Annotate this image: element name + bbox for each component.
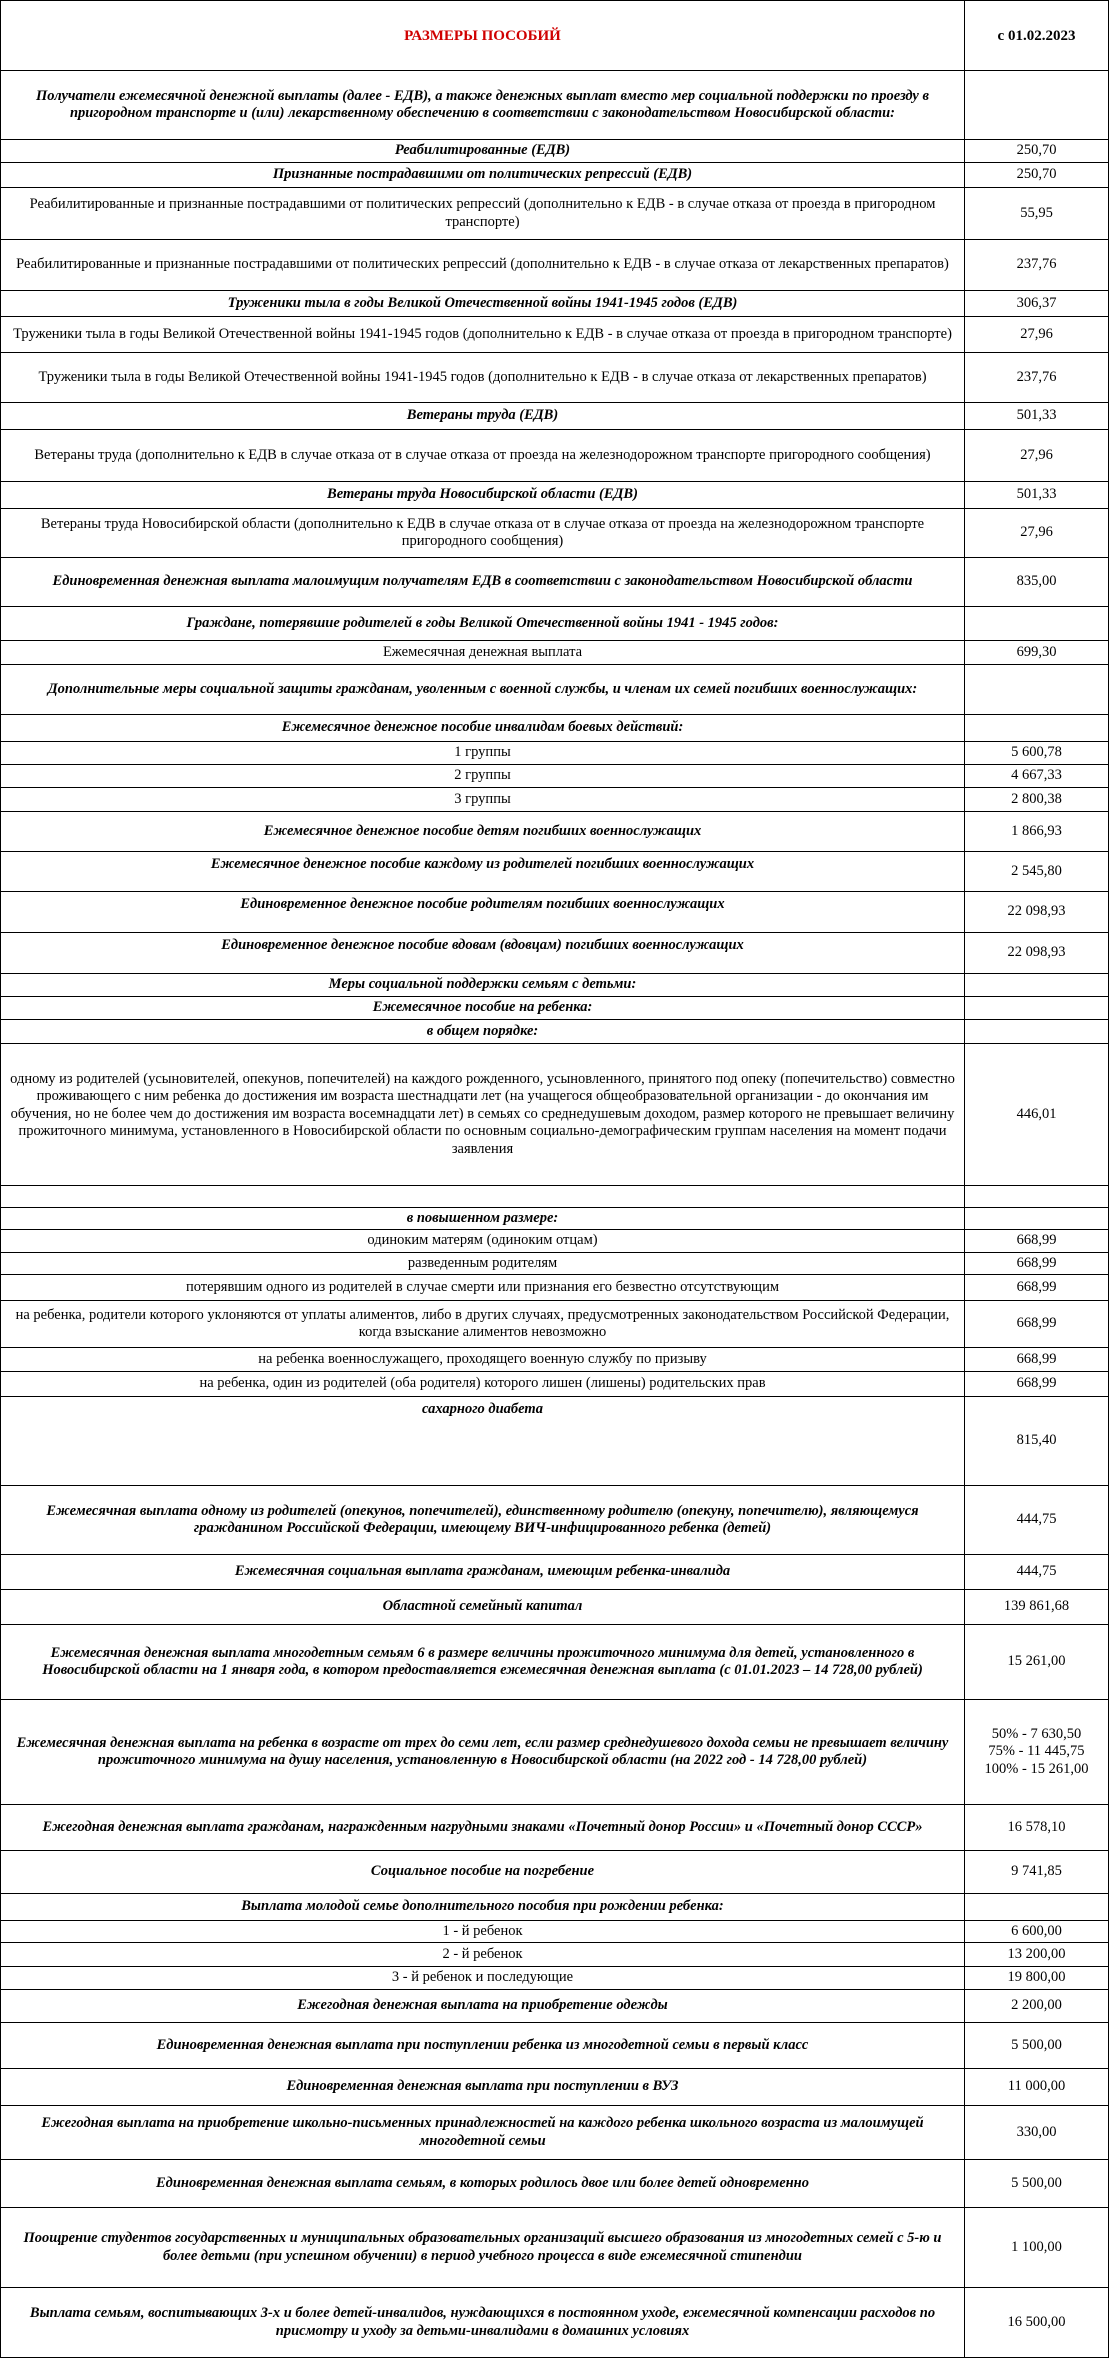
table-row xyxy=(0,997,1109,1020)
row-value: 668,99 xyxy=(964,1275,1108,1300)
table-title: РАЗМЕРЫ ПОСОБИЙ xyxy=(404,27,561,44)
table-row xyxy=(0,974,1109,997)
table-row xyxy=(0,2288,1109,2358)
row-value: 15 261,00 xyxy=(964,1625,1108,1699)
table-row xyxy=(0,509,1109,558)
table-row xyxy=(0,353,1109,403)
table-row xyxy=(0,1590,1109,1625)
row-value: 139 861,68 xyxy=(964,1590,1108,1624)
row-label: Социальное пособие на погребение xyxy=(370,1863,595,1880)
table-row xyxy=(0,1894,1109,1921)
row-label: Труженики тыла в годы Великой Отечественной войны 1941-1945 годов (дополнительно к ЕДВ - в случае отказа от проезда в пригородном транспорте) xyxy=(13,325,952,342)
row-value xyxy=(964,1186,1108,1207)
table-row xyxy=(0,1990,1109,2023)
row-label: Ежемесячное пособие на ребенка: xyxy=(372,999,593,1016)
row-value xyxy=(964,715,1108,741)
table-row xyxy=(0,291,1109,317)
row-value: 237,76 xyxy=(964,353,1108,402)
row-value: 1 100,00 xyxy=(964,2208,1108,2287)
row-value: 2 800,38 xyxy=(964,788,1108,811)
row-label: Ежемесячная социальная выплата гражданам, имеющим ребенка-инвалида xyxy=(234,1563,731,1580)
table-row xyxy=(0,715,1109,742)
row-label: на ребенка военнослужащего, проходящего военную службу по призыву xyxy=(258,1350,707,1367)
row-label: в общем порядке: xyxy=(426,1022,539,1039)
table-row xyxy=(0,1921,1109,1943)
table-row xyxy=(0,1186,1109,1208)
row-label: Областной семейный капитал xyxy=(382,1598,583,1615)
row-label: 3 - й ребенок и последующие xyxy=(391,1969,574,1986)
row-value: 668,99 xyxy=(964,1230,1108,1252)
row-value: 237,76 xyxy=(964,240,1108,290)
row-label: Ежегодная денежная выплата гражданам, награжденным нагрудными знаками «Почетный донор России» и «Почетный донор СССР» xyxy=(42,1818,923,1835)
row-value: 699,30 xyxy=(964,641,1108,664)
table-row xyxy=(0,71,1109,140)
table-row xyxy=(0,1851,1109,1894)
row-label: Ежемесячная денежная выплата многодетным семьям 6 в размере величины прожиточного минимума для детей, установленного в Новосибирской области на 1 января года, в котором предоставляется ежемесячная денежная выплата (с 01.01.2023 – 14 728,00 рублей) xyxy=(42,1644,923,1678)
row-label: Единовременное денежное пособие родителям погибших военнослужащих xyxy=(240,896,725,912)
table-row xyxy=(0,1555,1109,1590)
table-row xyxy=(0,2160,1109,2208)
row-value xyxy=(964,607,1108,640)
row-value: 13 200,00 xyxy=(964,1943,1108,1966)
row-value: 5 600,78 xyxy=(964,742,1108,764)
table-header-row xyxy=(0,0,1109,71)
table-row xyxy=(0,1301,1109,1348)
row-value: 444,75 xyxy=(964,1555,1108,1589)
row-label: Ежемесячное денежное пособие каждому из родителей погибших военнослужащих xyxy=(210,856,755,872)
table-row xyxy=(0,1967,1109,1990)
table-row xyxy=(0,1253,1109,1275)
row-label: Ежемесячная выплата одному из родителей (опекунов, попечителей), единственному родителю (опекуну, попечителю), являющемуся гражданином Российской Федерации, имеющему ВИЧ-инфицированного ребенка (детей) xyxy=(46,1502,919,1536)
row-value: 250,70 xyxy=(964,140,1108,162)
row-label: одному из родителей (усыновителей, опекунов, попечителей) на каждого рожденного, усыновленного, принятого под опеку (попечительство) совместно проживающего с ним ребенка до достижения им возраста шестнадцати лет (на учащегося общеобразовательной организации - до окончания им обучения, но не более чем до достижения им возраста восемнадцати лет) в семьях со среднедушевым доходом, размер которого не превышает величину прожиточного минимума, установленного в Новосибирской области по основным социально-демографическим группам населения на момент подачи заявления xyxy=(10,1071,955,1157)
row-label xyxy=(1,1186,964,1207)
row-label: Реабилитированные (ЕДВ) xyxy=(394,142,571,159)
row-value xyxy=(964,1208,1108,1229)
table-row xyxy=(0,933,1109,974)
row-value: 446,01 xyxy=(964,1044,1108,1185)
row-label: Единовременная денежная выплата малоимущим получателям ЕДВ в соответствии с законодательством Новосибирской области xyxy=(52,573,913,590)
row-label: в повышенном размере: xyxy=(406,1209,559,1226)
row-value: 330,00 xyxy=(964,2106,1108,2159)
row-label: Ежемесячное денежное пособие детям погибших военнослужащих xyxy=(263,822,702,839)
row-value: 250,70 xyxy=(964,163,1108,187)
row-value: 5 500,00 xyxy=(964,2023,1108,2068)
row-label: Граждане, потерявшие родителей в годы Великой Отечественной войны 1941 - 1945 годов: xyxy=(186,614,779,631)
row-value: 5 500,00 xyxy=(964,2160,1108,2207)
table-row xyxy=(0,403,1109,430)
row-label: Признанные пострадавшими от политических репрессий (ЕДВ) xyxy=(272,166,693,183)
row-label: 2 группы xyxy=(454,767,511,784)
table-row xyxy=(0,892,1109,933)
table-row xyxy=(0,1805,1109,1851)
table-row xyxy=(0,812,1109,852)
row-label: Единовременная денежная выплата семьям, в которых родилось двое или более детей одновременно xyxy=(156,2174,809,2191)
row-value xyxy=(964,1020,1108,1043)
row-label: Ветераны труда (ЕДВ) xyxy=(406,407,559,424)
row-label: 2 - й ребенок xyxy=(442,1945,523,1962)
table-row xyxy=(0,240,1109,291)
row-value: 835,00 xyxy=(964,558,1108,606)
row-label: Ежемесячная денежная выплата xyxy=(382,643,583,660)
row-label: Поощрение студентов государственных и муниципальных образовательных организаций высшего образования из многодетных семей с 5-ю и более детьми (при успешном обучении) в период учебного процесса в виде ежемесячной стипендии xyxy=(23,2230,942,2264)
row-value: 16 578,10 xyxy=(964,1805,1108,1850)
row-label: Труженики тыла в годы Великой Отечественной войны 1941-1945 годов (дополнительно к ЕДВ - в случае отказа от лекарственных препаратов) xyxy=(38,368,927,385)
table-row xyxy=(0,558,1109,607)
table-row xyxy=(0,607,1109,641)
row-label: на ребенка, родители которого уклоняются от уплаты алиментов, либо в других случаях, предусмотренных законодательством Российской Федерации, когда взыскание алиментов невозможно xyxy=(15,1306,950,1340)
row-value: 668,99 xyxy=(964,1253,1108,1274)
row-value: 815,40 xyxy=(964,1397,1108,1485)
table-row xyxy=(0,1397,1109,1486)
row-value xyxy=(964,665,1108,714)
table-row xyxy=(0,1230,1109,1253)
table-row xyxy=(0,641,1109,665)
row-label: Меры социальной поддержки семьям с детьми: xyxy=(328,976,637,993)
table-row xyxy=(0,1275,1109,1301)
table-row xyxy=(0,1943,1109,1967)
row-value xyxy=(964,1894,1108,1920)
row-label: на ребенка, один из родителей (оба родителя) которого лишен (лишены) родительских прав xyxy=(199,1375,766,1392)
row-value: 306,37 xyxy=(964,291,1108,316)
row-value: 22 098,93 xyxy=(964,933,1108,973)
table-row xyxy=(0,788,1109,812)
table-row xyxy=(0,2106,1109,2160)
table-row xyxy=(0,482,1109,509)
row-value xyxy=(964,974,1108,996)
row-value: 501,33 xyxy=(964,482,1108,508)
row-value: 19 800,00 xyxy=(964,1967,1108,1989)
table-row xyxy=(0,1486,1109,1555)
table-row xyxy=(0,1044,1109,1186)
table-row xyxy=(0,1625,1109,1700)
row-label: Труженики тыла в годы Великой Отечественной войны 1941-1945 годов (ЕДВ) xyxy=(227,294,738,311)
row-value: 55,95 xyxy=(964,188,1108,239)
row-label: Выплата семьям, воспитывающих 3-х и более детей-инвалидов, нуждающихся в постоянном уходе, ежемесячной компенсации расходов по присмотру и уходу за детьми-инвалидами в домашних условиях xyxy=(29,2305,936,2339)
row-label: Выплата молодой семье дополнительного пособия при рождении ребенка: xyxy=(241,1898,724,1915)
table-row xyxy=(0,430,1109,482)
row-value: 27,96 xyxy=(964,509,1108,557)
row-value xyxy=(964,997,1108,1019)
table-row xyxy=(0,1348,1109,1372)
row-value: 2 545,80 xyxy=(964,852,1108,891)
row-label: Ежемесячное денежное пособие инвалидам боевых действий: xyxy=(281,719,684,736)
row-value: 11 000,00 xyxy=(964,2069,1108,2105)
row-label: Ветераны труда Новосибирской области (дополнительно к ЕДВ в случае отказа от в случае отказа от проезда на железнодорожном транспорте пригородного сообщения) xyxy=(40,515,925,549)
row-label: Дополнительные меры социальной защиты гражданам, уволенным с военной службы, и членам их семей погибших военнослужащих: xyxy=(47,680,918,697)
row-label: Ежегодная выплата на приобретение школьно-письменных принадлежностей на каждого ребенка школьного возраста из малоимущей многодетной семьи xyxy=(41,2115,924,2149)
row-value: 668,99 xyxy=(964,1301,1108,1347)
row-value: 27,96 xyxy=(964,317,1108,352)
row-value: 6 600,00 xyxy=(964,1921,1108,1942)
row-label: потерявшим одного из родителей в случае смерти или признания его безвестно отсутствующим xyxy=(185,1278,780,1295)
table-row xyxy=(0,742,1109,765)
row-value: 668,99 xyxy=(964,1372,1108,1396)
row-label: Реабилитированные и признанные пострадавшими от политических репрессий (дополнительно к ЕДВ - в случае отказа от проезда в пригородном транспорте) xyxy=(29,196,936,230)
row-label: Единовременное денежное пособие вдовам (вдовцам) погибших военнослужащих xyxy=(221,937,744,953)
row-value: 16 500,00 xyxy=(964,2288,1108,2357)
table-row xyxy=(0,665,1109,715)
row-value: 50% - 7 630,50 75% - 11 445,75 100% - 15 261,00 xyxy=(964,1700,1108,1804)
row-value: 9 741,85 xyxy=(964,1851,1108,1893)
row-label: разведенным родителям xyxy=(407,1254,558,1271)
row-label: одиноким матерям (одиноким отцам) xyxy=(367,1232,598,1249)
row-label: Единовременная денежная выплата при поступлении ребенка из многодетной семьи в первый класс xyxy=(156,2036,809,2053)
row-value: 444,75 xyxy=(964,1486,1108,1554)
table-row xyxy=(0,2208,1109,2288)
row-label: Ветераны труда Новосибирской области (ЕДВ) xyxy=(327,486,638,503)
row-label: сахарного диабета xyxy=(422,1401,543,1417)
row-value: 2 200,00 xyxy=(964,1990,1108,2022)
row-value: 501,33 xyxy=(964,403,1108,429)
row-label: Ветераны труда (дополнительно к ЕДВ в случае отказа от в случае отказа от проезда на железнодорожном транспорте пригородного сообщения) xyxy=(34,446,931,463)
table-row xyxy=(0,1700,1109,1805)
row-value xyxy=(964,71,1108,139)
table-row xyxy=(0,2069,1109,2106)
table-row xyxy=(0,1208,1109,1230)
table-row xyxy=(0,188,1109,240)
table-row xyxy=(0,852,1109,892)
table-row xyxy=(0,317,1109,353)
table-row xyxy=(0,765,1109,788)
table-row xyxy=(0,1372,1109,1397)
row-label: 3 группы xyxy=(454,790,511,807)
row-label: Реабилитированные и признанные пострадавшими от политических репрессий (дополнительно к ЕДВ - в случае отказа от лекарственных препаратов) xyxy=(16,256,949,273)
row-value: 27,96 xyxy=(964,430,1108,481)
row-value: 1 866,93 xyxy=(964,812,1108,851)
table-row xyxy=(0,1020,1109,1044)
row-label: Ежегодная денежная выплата на приобретение одежды xyxy=(297,1997,668,2014)
table-row xyxy=(0,140,1109,163)
effective-date: с 01.02.2023 xyxy=(964,1,1108,70)
row-value: 22 098,93 xyxy=(964,892,1108,932)
row-value: 4 667,33 xyxy=(964,765,1108,787)
row-label: Получатели ежемесячной денежной выплаты (далее - ЕДВ), а также денежных выплат вместо мер социальной поддержки по проезду в пригородном транспорте и (или) лекарственному обеспечению в соответствии с законодательством Новосибирской области: xyxy=(36,87,929,121)
row-label: Единовременная денежная выплата при поступлении в ВУЗ xyxy=(286,2078,679,2095)
row-label: 1 группы xyxy=(454,744,511,761)
row-label: 1 - й ребенок xyxy=(442,1922,523,1939)
row-label: Ежемесячная денежная выплата на ребенка в возрасте от трех до семи лет, если размер среднедушевого дохода семьи не превышает величину прожиточного минимума на душу населения, установленную в Новосибирской области (на 2022 год - 14 728,00 рублей) xyxy=(16,1734,949,1768)
row-value: 668,99 xyxy=(964,1348,1108,1371)
table-row xyxy=(0,2023,1109,2069)
table-row xyxy=(0,163,1109,188)
